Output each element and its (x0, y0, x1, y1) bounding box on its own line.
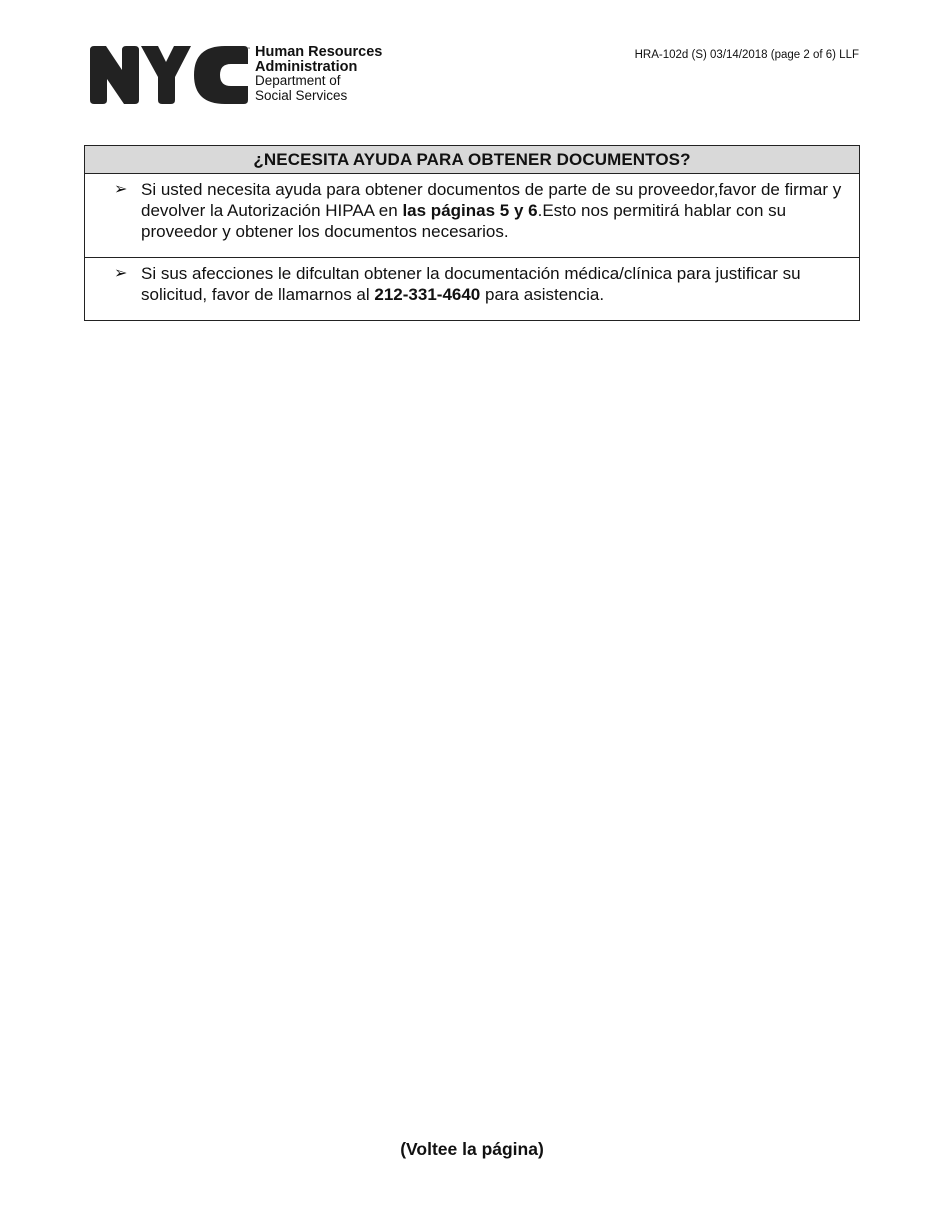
form-identifier: HRA-102d (S) 03/14/2018 (page 2 of 6) LLF (634, 49, 859, 61)
turn-page-note: (Voltee la página) (400, 1139, 544, 1159)
svg-text:™: ™ (246, 47, 251, 53)
agency-line-2: Administration (255, 58, 358, 75)
agency-line-3: Department of (255, 73, 341, 88)
agency-line-1: Human Resources (255, 44, 383, 60)
help-item-text: Si usted necesita ayuda para obtener documentos de parte de su proveedor,favor de firmar y devolver la Autorización HIPAA en las páginas 5 y 6.Esto nos permitirá hablar con su proveedor y obtener los documentos necesarios. (141, 180, 842, 241)
help-box-title: ¿NECESITA AYUDA PARA OBTENER DOCUMENTOS? (85, 146, 859, 174)
pages-reference: las páginas 5 y 6 (402, 201, 538, 220)
help-item-text: Si sus afecciones le difcultan obtener la documentación médica/clínica para justificar su solicitud, favor de llamarnos al 212-331-4640 para asistencia. (141, 264, 801, 304)
agency-name (255, 45, 382, 103)
agency-line-4: Social Services (255, 87, 348, 103)
phone-number: 212-331-4640 (374, 285, 481, 304)
help-item (85, 174, 859, 257)
nyc-logo-icon (86, 46, 252, 104)
arrow-bullet-icon: ➢ (114, 265, 128, 282)
help-item (85, 257, 859, 320)
nyc-hra-logo (86, 44, 396, 106)
arrow-bullet-icon: ➢ (114, 181, 128, 198)
help-box (84, 145, 860, 321)
